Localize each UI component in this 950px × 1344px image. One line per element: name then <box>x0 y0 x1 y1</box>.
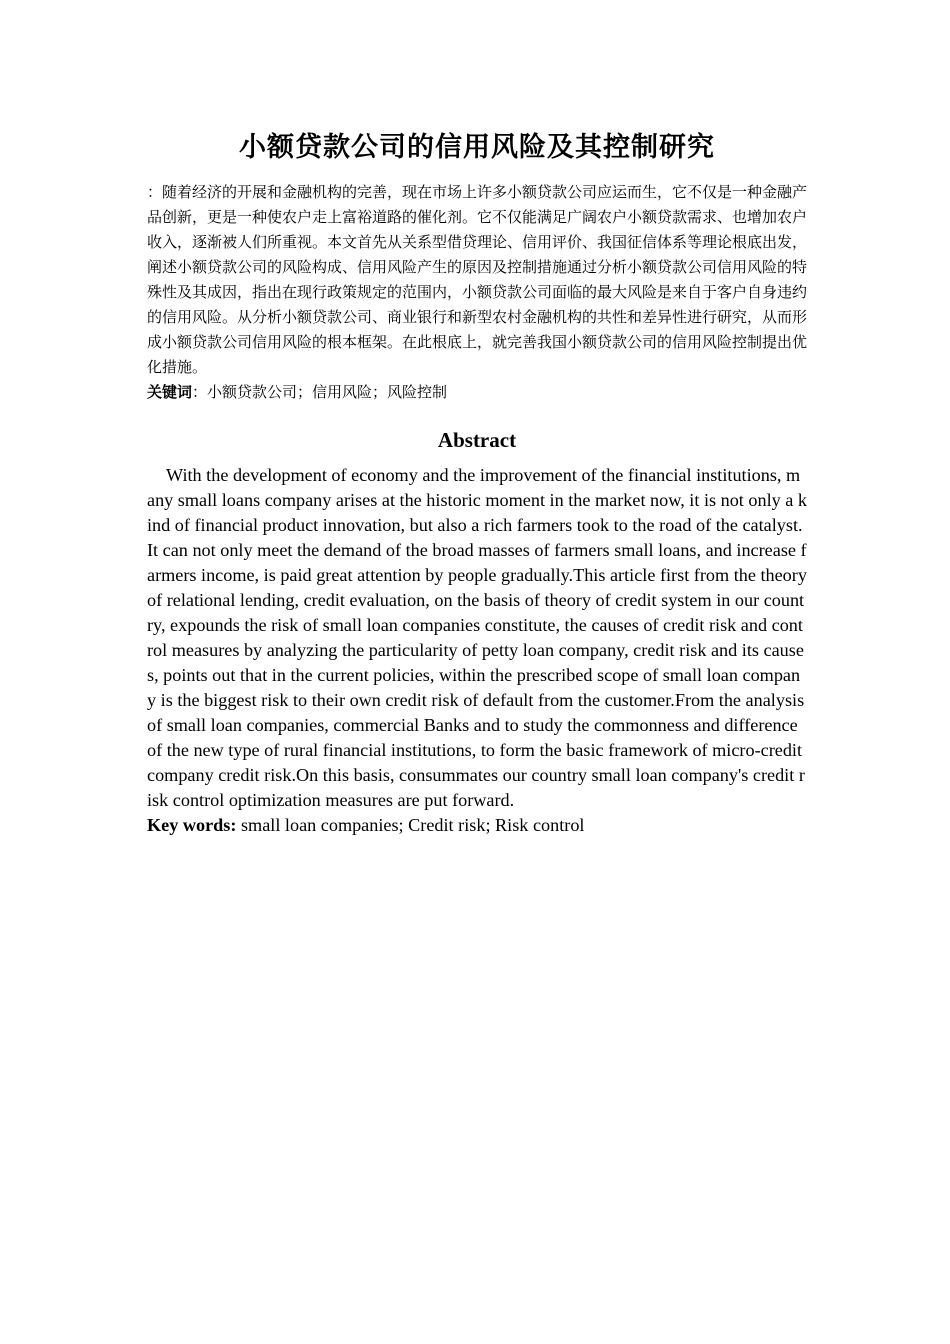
chinese-keywords <box>147 380 807 405</box>
document-page <box>147 128 807 838</box>
english-keywords-label: Key words: <box>147 815 237 835</box>
chinese-keywords-text: 小额贷款公司；信用风险；风险控制 <box>207 383 448 401</box>
chinese-keywords-separator: ： <box>192 383 208 401</box>
english-keywords-text: small loan companies; Credit risk; Risk control <box>236 815 585 835</box>
chinese-abstract: ：随着经济的开展和金融机构的完善，现在市场上许多小额贷款公司应运而生，它不仅是一种金融产品创新，更是一种使农户走上富裕道路的催化剂。它不仅能满足广阔农户小额贷款需求、也增加农户收入，逐渐被人们所重视。本文首先从关系型借贷理论、信用评价、我国征信体系等理论根底出发，阐述小额贷款公司的风险构成、信用风险产生的原因及控制措施通过分析小额贷款公司信用风险的特殊性及其成因，指出在现行政策规定的范围内，小额贷款公司面临的最大风险是来自于客户自身违约的信用风险。从分析小额贷款公司、商业银行和新型农村金融机构的共性和差异性进行研究，从而形成小额贷款公司信用风险的根本框架。在此根底上，就完善我国小额贷款公司的信用风险控制提出优化措施。 <box>147 183 808 376</box>
chinese-title: 小额贷款公司的信用风险及其控制研究 <box>239 132 715 163</box>
chinese-keywords-label: 关键词 <box>147 383 193 401</box>
english-keywords <box>147 813 807 838</box>
english-abstract: With the development of economy and the improvement of the financial institutions, many small loans company arises at the historic moment in the market now, it is not only a kind of financial product innovation, but also a rich farmers took to the road of the catalyst.It can not only meet the demand of the broad masses of farmers small loans, and increase farmers income, is paid great attention by people gradually.This article first from the theory of relational lending, credit evaluation, on the basis of theory of credit system in our country, expounds the risk of small loan companies constitute, the causes of credit risk and control measures by analyzing the particularity of petty loan company, credit risk and its causes, points out that in the current policies, within the prescribed scope of small loan company is the biggest risk to their own credit risk of default from the customer.From the analysis of small loan companies, commercial Banks and to study the commonness and difference of the new type of rural financial institutions, to form the basic framework of micro-credit company credit risk.On this basis, consummates our country small loan company's credit risk control optimization measures are put forward. <box>147 465 808 810</box>
english-abstract-heading: Abstract <box>437 428 517 452</box>
